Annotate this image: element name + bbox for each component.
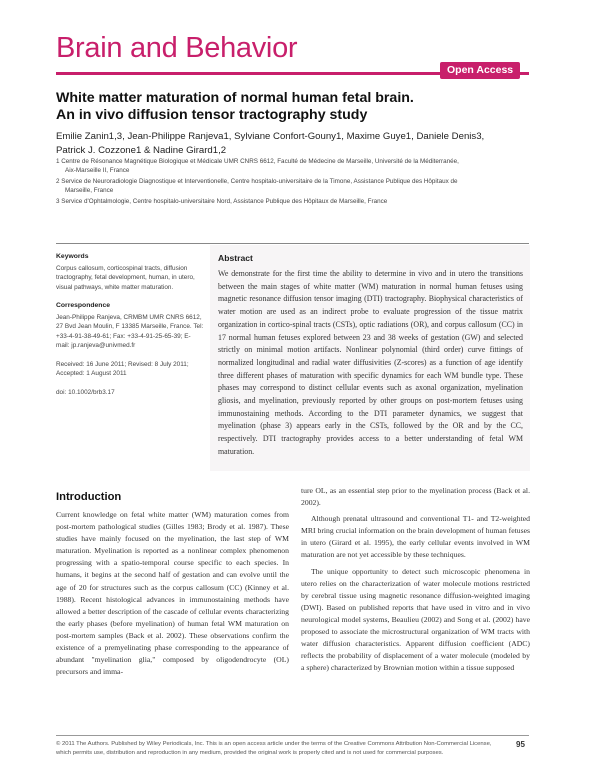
intro-paragraph-2: ture OL, as an essential step prior to the myelination process (Back et al. 2002). xyxy=(301,486,530,508)
affiliation-1 xyxy=(56,157,526,175)
authors-line-2: Patrick J. Cozzone1 & Nadine Girard1,2 xyxy=(56,145,227,156)
correspondence-text: Jean-Philippe Ranjeva, CRMBM UMR CNRS 6612, 27 Bvd Jean Moulin, F 13385 Marseille, France. Tel: +33-4-91-38-49-61; Fax: +33-4-91-25-65-39; E-mail: jp.ranjeva@univmed.fr xyxy=(56,313,204,349)
introduction-heading: Introduction xyxy=(56,491,122,503)
keywords-text: Corpus callosum, corticospinal tracts, diffusion tractography, fetal development, human, in utero, visual pathways, white matter maturation. xyxy=(56,264,195,291)
affiliation-2-line-1: 2 Service de Neuroradiologie Diagnostique et Interventionelle, Centre hospitalo-universitaire de la Timone, Assistance Publique des Hôpitaux de xyxy=(56,178,458,185)
correspondence-block xyxy=(56,301,204,351)
authors-line-1: Emilie Zanin1,3, Jean-Philippe Ranjeva1, Sylviane Confort-Gouny1, Maxime Guye1, Daniele Denis3, xyxy=(56,131,485,142)
intro-paragraph-4: The unique opportunity to detect such microscopic phenomena in utero relies on the characterization of water molecule motions restricted by cerebral tissue using magnetic resonance diffusion-weighted imaging (DWI). Based on published reports that have used in vitro and in vivo neurological model systems, Beaulieu (2002) and Song et al. (2002) have proposed to associate the microstructural organization of WM tracts with water diffusion characteristics. Apparent diffusion coefficient (ADC) reflects the probability of displacement of a water molecule (modeled by a sphere) characterized by Brownian motion within a tissue supposed xyxy=(301,566,530,673)
title-line-1: White matter maturation of normal human fetal brain. xyxy=(56,90,414,106)
page-number: 95 xyxy=(516,740,525,749)
open-access-badge: Open Access xyxy=(440,62,520,79)
keywords-heading: Keywords xyxy=(56,253,89,260)
intro-paragraph-1: Current knowledge on fetal white matter (WM) maturation comes from post-mortem pathological studies (Gilles 1983; Brody et al. 1987). These studies have mainly focused on the myelination, the last step of WM maturation. Myelination is reported as a nonlinear complex phenomenon progressing with a spatio-temporal course specific to each species. In humans, it begins at the second half of gestation and can evolve until the age of 20 for structures such as the corpus callosum (CC) (Kinney et al. 1988). Recent histological advances in immunostaining methods have allowed a better description of the cascade of cellular events characterizing the early phases (before myelination) of human fetal WM maturation on post-mortem samples (Back et al. 2002). These observations confirm the existence of a premyelinating phase corresponding to the appearance of abundant "myelination glia," composed by oligodendrocyte (OL) precursors and imma- xyxy=(56,510,289,677)
keywords-block xyxy=(56,252,204,292)
affiliation-3-line-1: 3 Service d'Ophtalmologie, Centre hospitalo-universitaire Nord, Assistance Publique des Hôpitaux de Marseille, France xyxy=(56,198,388,205)
affiliations xyxy=(56,157,526,208)
affiliation-2 xyxy=(56,177,526,195)
affiliation-1-line-2: Aix-Marseille II, France xyxy=(65,167,130,174)
doi: doi: 10.1002/brb3.17 xyxy=(56,388,115,396)
intro-paragraph-3: Although prenatal ultrasound and conventional T1- and T2-weighted MRI bring crucial information on the brain development of human fetuses in utero (Girard et al. 1995), the early cellular events involved in WM maturation are not yet accessible by these techniques. xyxy=(301,514,530,560)
abstract-body: We demonstrate for the first time the ability to determine in vivo and in utero the transitions between the main stages of white matter (WM) maturation in normal human fetuses using magnetic resonance diffusion tensor imaging (DTI) tractography. Biophysical characteristics of water motion are used as an indirect probe to evaluate progression of the tissue matrix organization in cortico-spinal tracts (CSTs), optic radiations (OR), and corpus callosum (CC) in 17 normal human fetuses explored between 23 and 38 weeks of gestation (GW) and selected strictly on minimal motion artifacts. Nonlinear polynomial (third order) curve fittings of normalized longitudinal and radial water diffusivities (Z-scores) as a function of age identify three different phases of maturation with specific dynamics for each WM bundle type. These phases may correspond to distinct cellular events such as axonal organization, myelination gliosis, and myelination, previously reported by other groups on post-mortem fetuses using immunostaining methods. According to the DTI parameter dynamics, we suggest that myelination (phase 3) appears early in the CSTs, followed by the OR and by the CC, respectively. DTI tractography provides access to a better understanding of fetal WM maturation. xyxy=(218,269,523,456)
title-line-2: An in vivo diffusion tensor tractography study xyxy=(56,107,368,123)
received-dates: Received: 16 June 2011; Revised: 8 July 2011; Accepted: 1 August 2011 xyxy=(56,360,189,377)
affiliation-1-line-1: 1 Centre de Résonance Magnétique Biologique et Médicale UMR CNRS 6612, Faculté de Médecine de Marseille, Université de la Méditerranée, xyxy=(56,158,459,165)
article-title xyxy=(56,90,536,124)
section-divider xyxy=(56,243,529,244)
author-list xyxy=(56,130,536,158)
intro-column-2 xyxy=(301,485,530,674)
footer-divider xyxy=(56,735,529,736)
correspondence-heading: Correspondence xyxy=(56,302,111,309)
article-info-sidebar xyxy=(56,252,204,406)
abstract-heading: Abstract xyxy=(218,253,253,263)
affiliation-3 xyxy=(56,197,526,206)
intro-column-1 xyxy=(56,509,289,678)
journal-title: Brain and Behavior xyxy=(56,32,298,64)
license-footer: © 2011 The Authors. Published by Wiley Periodicals, Inc. This is an open access article under the terms of the Creative Commons Attribution Non-Commercial License, which permits use, distribution and reproduction in any medium, provided the original work is properly cited and is not used for commercial purposes. xyxy=(56,741,492,756)
affiliation-2-line-2: Marseille, France xyxy=(65,187,114,194)
